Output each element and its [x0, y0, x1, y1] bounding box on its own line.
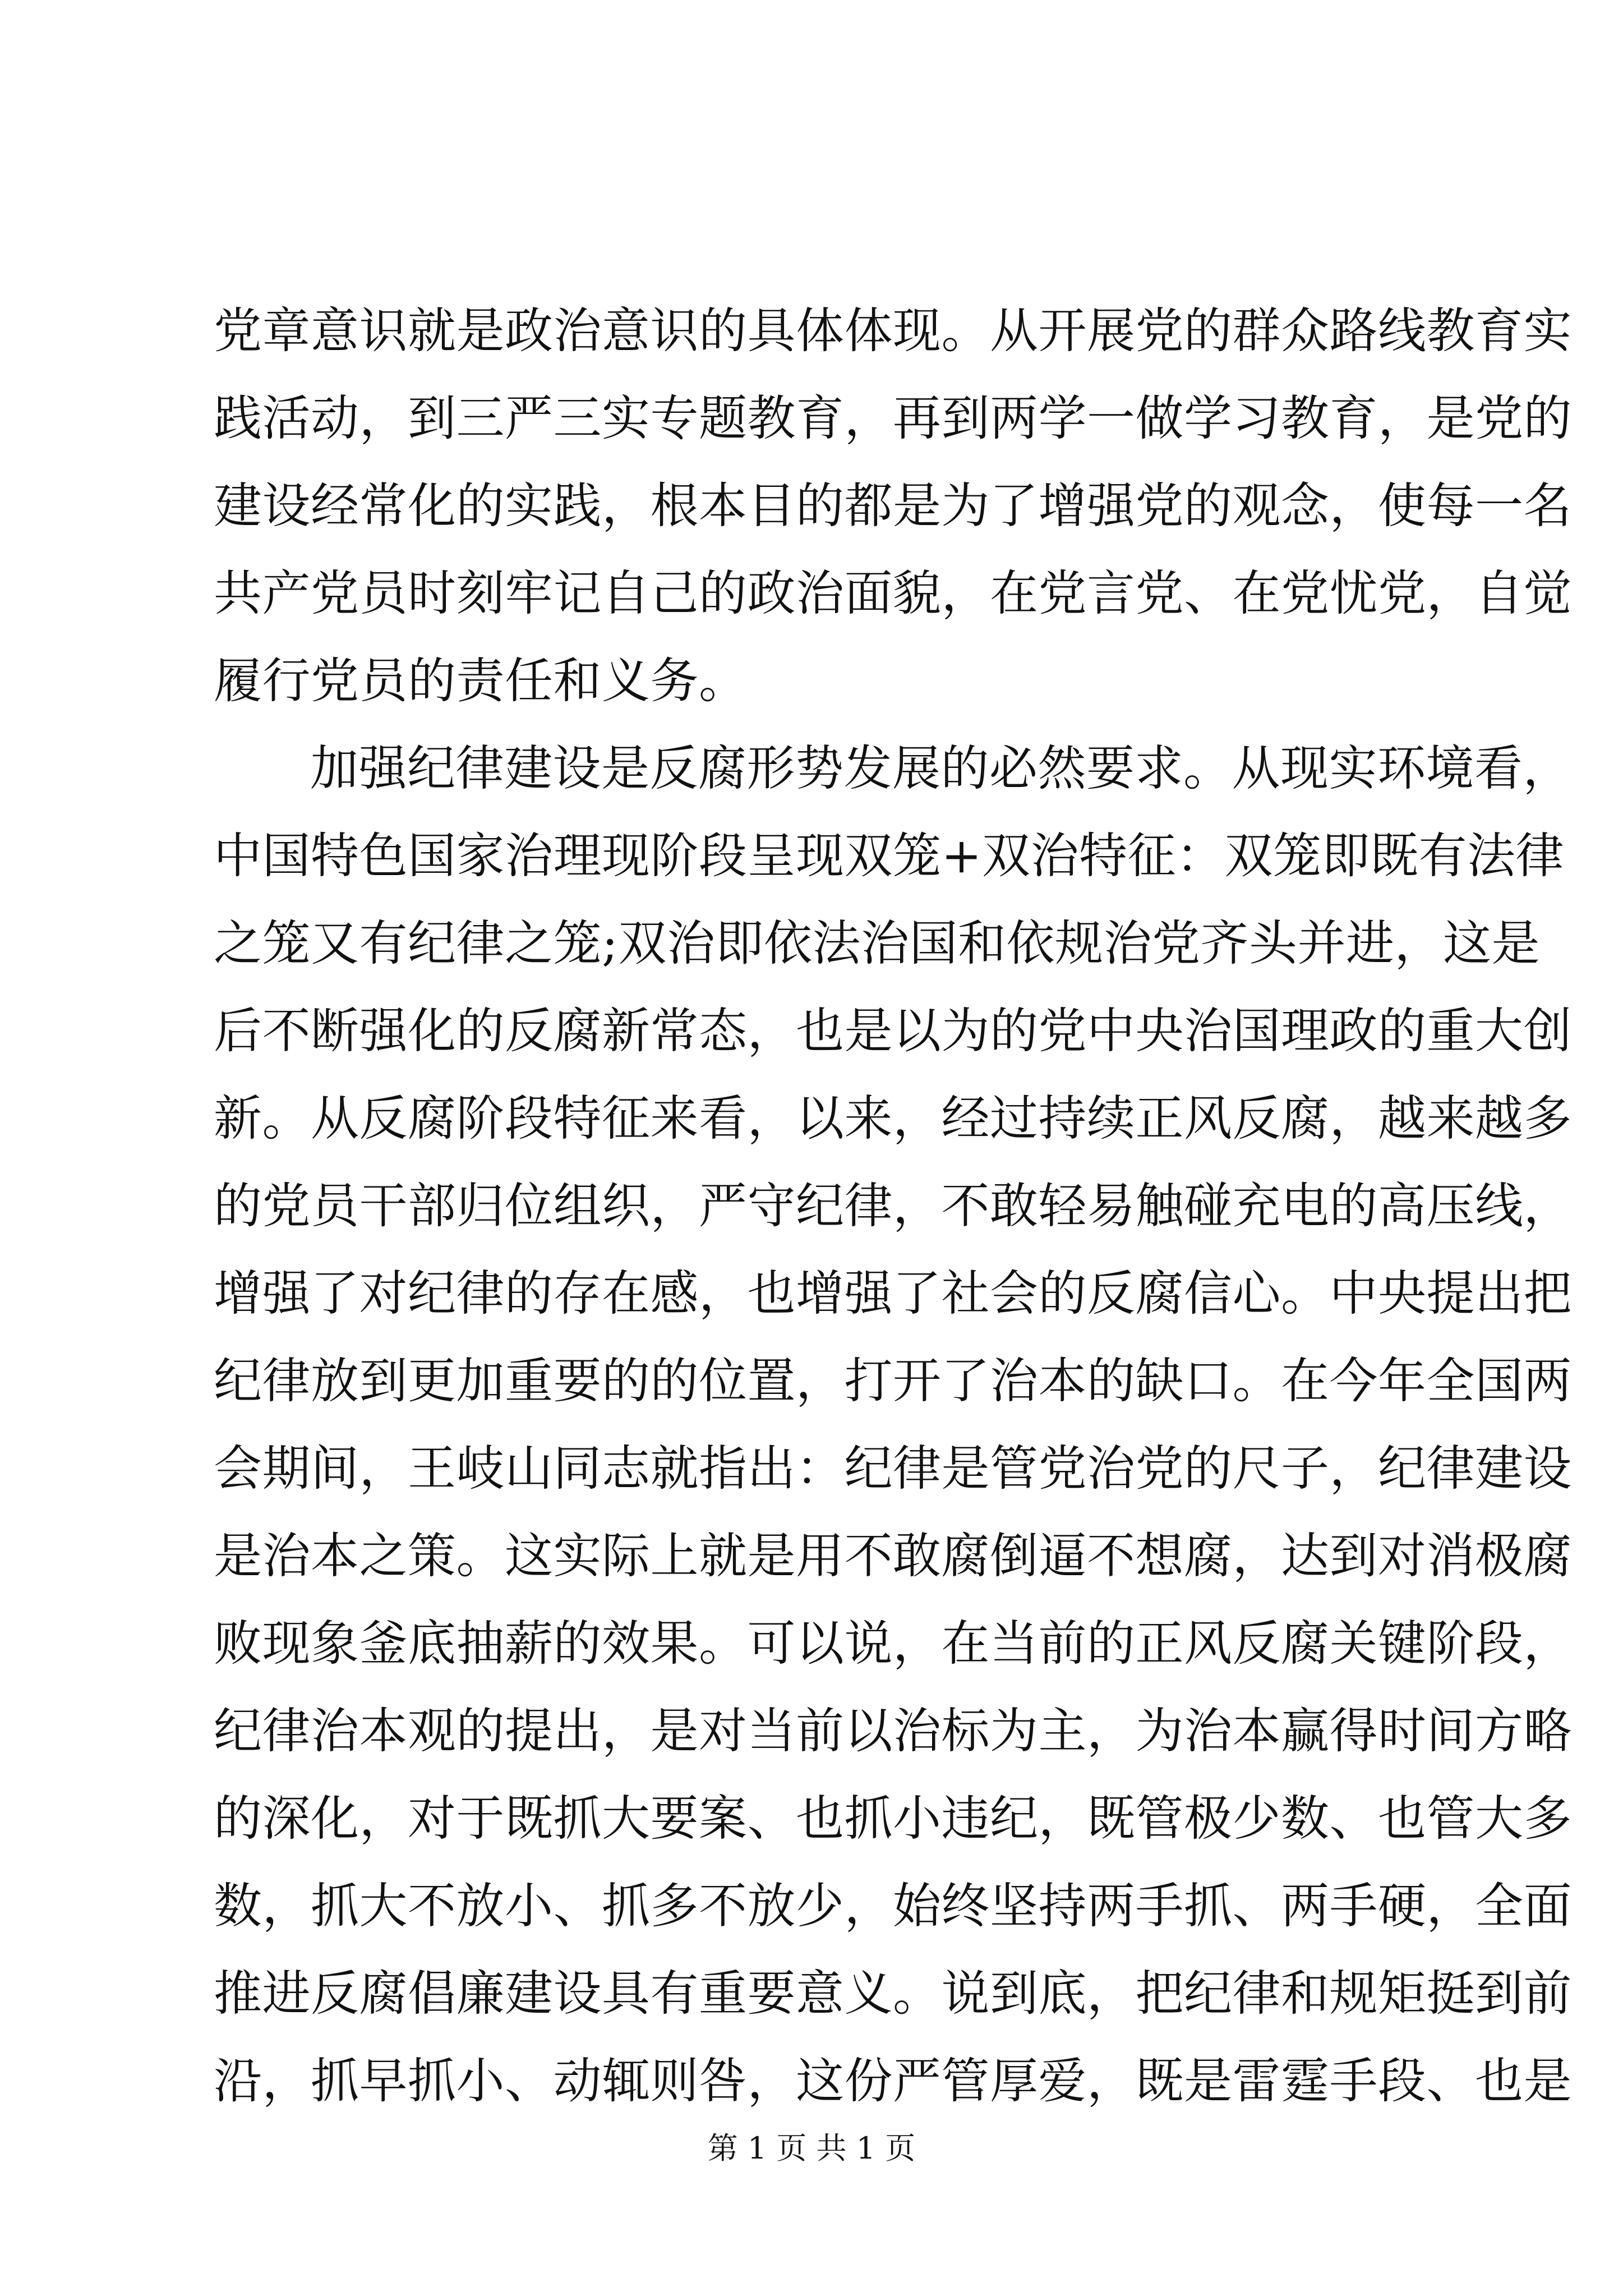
body-text-line: 履行党员的责任和义务。: [214, 653, 748, 709]
body-text-line: 纪律放到更加重要的的位置，打开了治本的缺口。在今年全国两: [214, 1353, 1572, 1409]
body-text-line: 纪律治本观的提出，是对当前以治标为主，为治本赢得时间方略: [214, 1703, 1572, 1759]
body-text-line: 推进反腐倡廉建设具有重要意义。说到底，把纪律和规矩挺到前: [214, 1966, 1572, 2022]
body-text-line: 共产党员时刻牢记自己的政治面貌，在党言党、在党忧党，自觉: [214, 565, 1572, 622]
body-text-line: 沿，抓早抓小、动辄则咎，这份严管厚爱，既是雷霆手段、也是: [214, 2053, 1572, 2109]
body-text-line: 践活动，到三严三实专题教育，再到两学一做学习教育，是党的: [214, 390, 1572, 447]
body-text-line: 新。从反腐阶段特征来看，以来，经过持续正风反腐，越来越多: [214, 1091, 1572, 1147]
body-text-line: 建设经常化的实践，根本目的都是为了增强党的观念，使每一名: [214, 478, 1572, 534]
body-text-line: 增强了对纪律的存在感，也增强了社会的反腐信心。中央提出把: [214, 1266, 1572, 1322]
body-text-line: 败现象釜底抽薪的效果。可以说，在当前的正风反腐关键阶段，: [214, 1616, 1572, 1672]
body-text-line: 后不断强化的反腐新常态，也是以为的党中央治国理政的重大创: [214, 1003, 1572, 1059]
body-text-line: 党章意识就是政治意识的具体体现。从开展党的群众路线教育实: [214, 303, 1572, 359]
body-text-line: 数，抓大不放小、抓多不放少，始终坚持两手抓、两手硬，全面: [214, 1878, 1572, 1934]
paragraph-first-line: 加强纪律建设是反腐形势发展的必然要求。从现实环境看，: [310, 740, 1571, 797]
body-text-line: 是治本之策。这实际上就是用不敢腐倒逼不想腐，达到对消极腐: [214, 1528, 1572, 1584]
body-text-line: 中国特色国家治理现阶段呈现双笼+双治特征：双笼即既有法律: [214, 828, 1565, 884]
page-number-footer: 第 1 页 共 1 页: [707, 2131, 916, 2166]
body-text-line: 的深化，对于既抓大要案、也抓小违纪，既管极少数、也管大多: [214, 1791, 1572, 1847]
body-text-line: 会期间，王岐山同志就指出：纪律是管党治党的尺子，纪律建设: [214, 1441, 1572, 1497]
body-text-line: 之笼又有纪律之笼;双治即依法治国和依规治党齐头并进，这是: [214, 915, 1540, 972]
body-text-line: 的党员干部归位组织，严守纪律，不敢轻易触碰充电的高压线，: [214, 1178, 1572, 1234]
